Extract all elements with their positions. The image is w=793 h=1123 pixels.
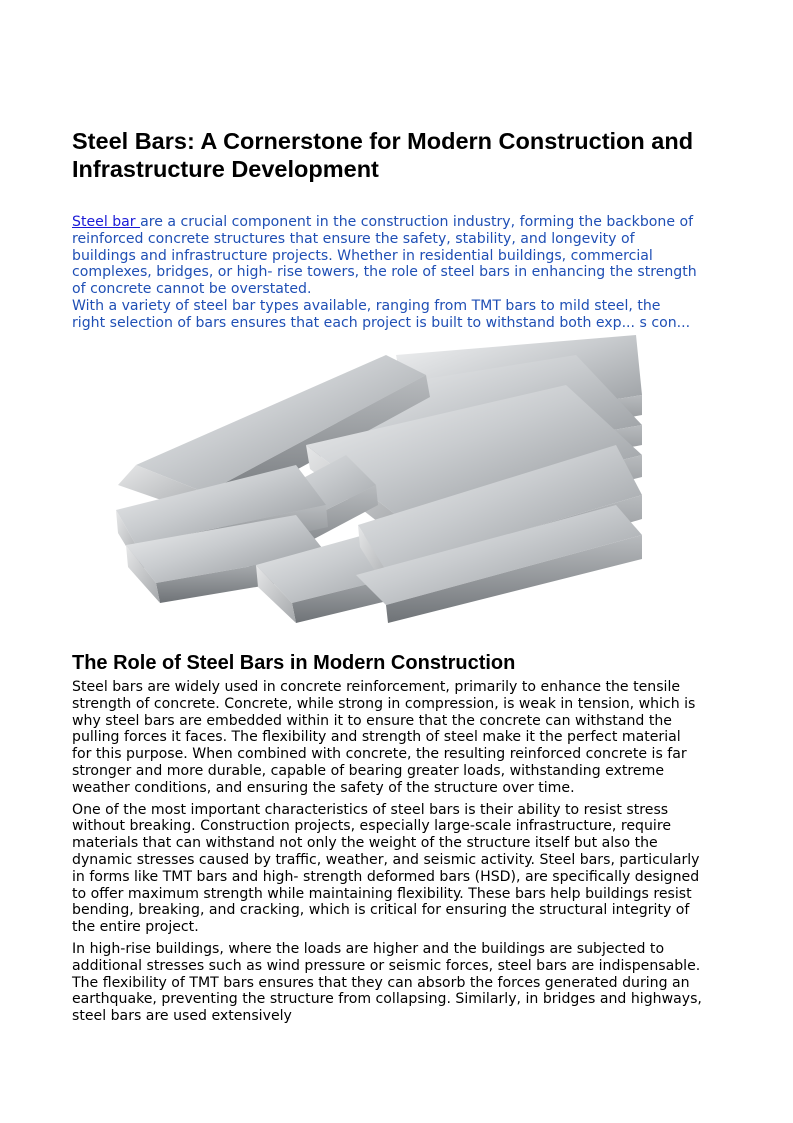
body-paragraph: Steel bars are widely used in concrete reinforcement, primarily to enhance the tensile strength of concrete. Concrete, while strong in compression, is weak in tension, which is why steel bars are embedded within it to ensure that the concrete can withstand the pulling forces it faces. The flexibility and strength of steel make it the perfect material for this purpose. When combined with concrete, the resulting reinforced concrete is far stronger and more durable, capable of bearing greater loads, withstanding extreme weather conditions, and ensuring the safety of the structure over time. (72, 679, 696, 796)
intro-text-2: With a variety of steel bar types available, ranging from TMT bars to mild steel, the right selection of bars ensures that each project is built to withstand both exp... s con... (72, 297, 691, 331)
section-body (72, 679, 702, 1030)
steel-bars-image (96, 335, 642, 625)
body-paragraph: One of the most important characteristics of steel bars is their ability to resist stress without breaking. Construction projects, especially large-scale infrastructure, require materials that can withstand not only the weight of the structure itself but also the dynamic stresses caused by traffic, weather, and seismic activity. Steel bars, particularly in forms like TMT bars and high- strength deformed bars (HSD), are specifically designed to offer maximum strength while maintaining flexibility. These bars help buildings resist bending, breaking, and cracking, which is critical for ensuring the structural integrity of the entire project. (72, 801, 700, 936)
intro-paragraph (72, 214, 697, 332)
intro-text: are a crucial component in the construction industry, forming the backbone of reinforced concrete structures that ensure the safety, stability, and longevity of buildings and infrastructure projects. Whether in residential buildings, commercial complexes, bridges, or high- rise towers, the role of steel bars in enhancing the strength of concrete cannot be overstated. (72, 214, 697, 298)
article-title: Steel Bars: A Cornerstone for Modern Construction and Infrastructure Development (72, 128, 694, 182)
steel-bar-link[interactable]: Steel bar (72, 214, 141, 230)
document-page (72, 0, 702, 1123)
section-heading: The Role of Steel Bars in Modern Construction (72, 652, 516, 674)
body-paragraph: In high-rise buildings, where the loads are higher and the buildings are subjected to additional stresses such as wind pressure or seismic forces, steel bars are indispensable. The flexibility of TMT bars ensures that they can absorb the forces generated during an earthquake, preventing the structure from collapsing. Similarly, in bridges and highways, steel bars are used extensively (72, 940, 702, 1025)
